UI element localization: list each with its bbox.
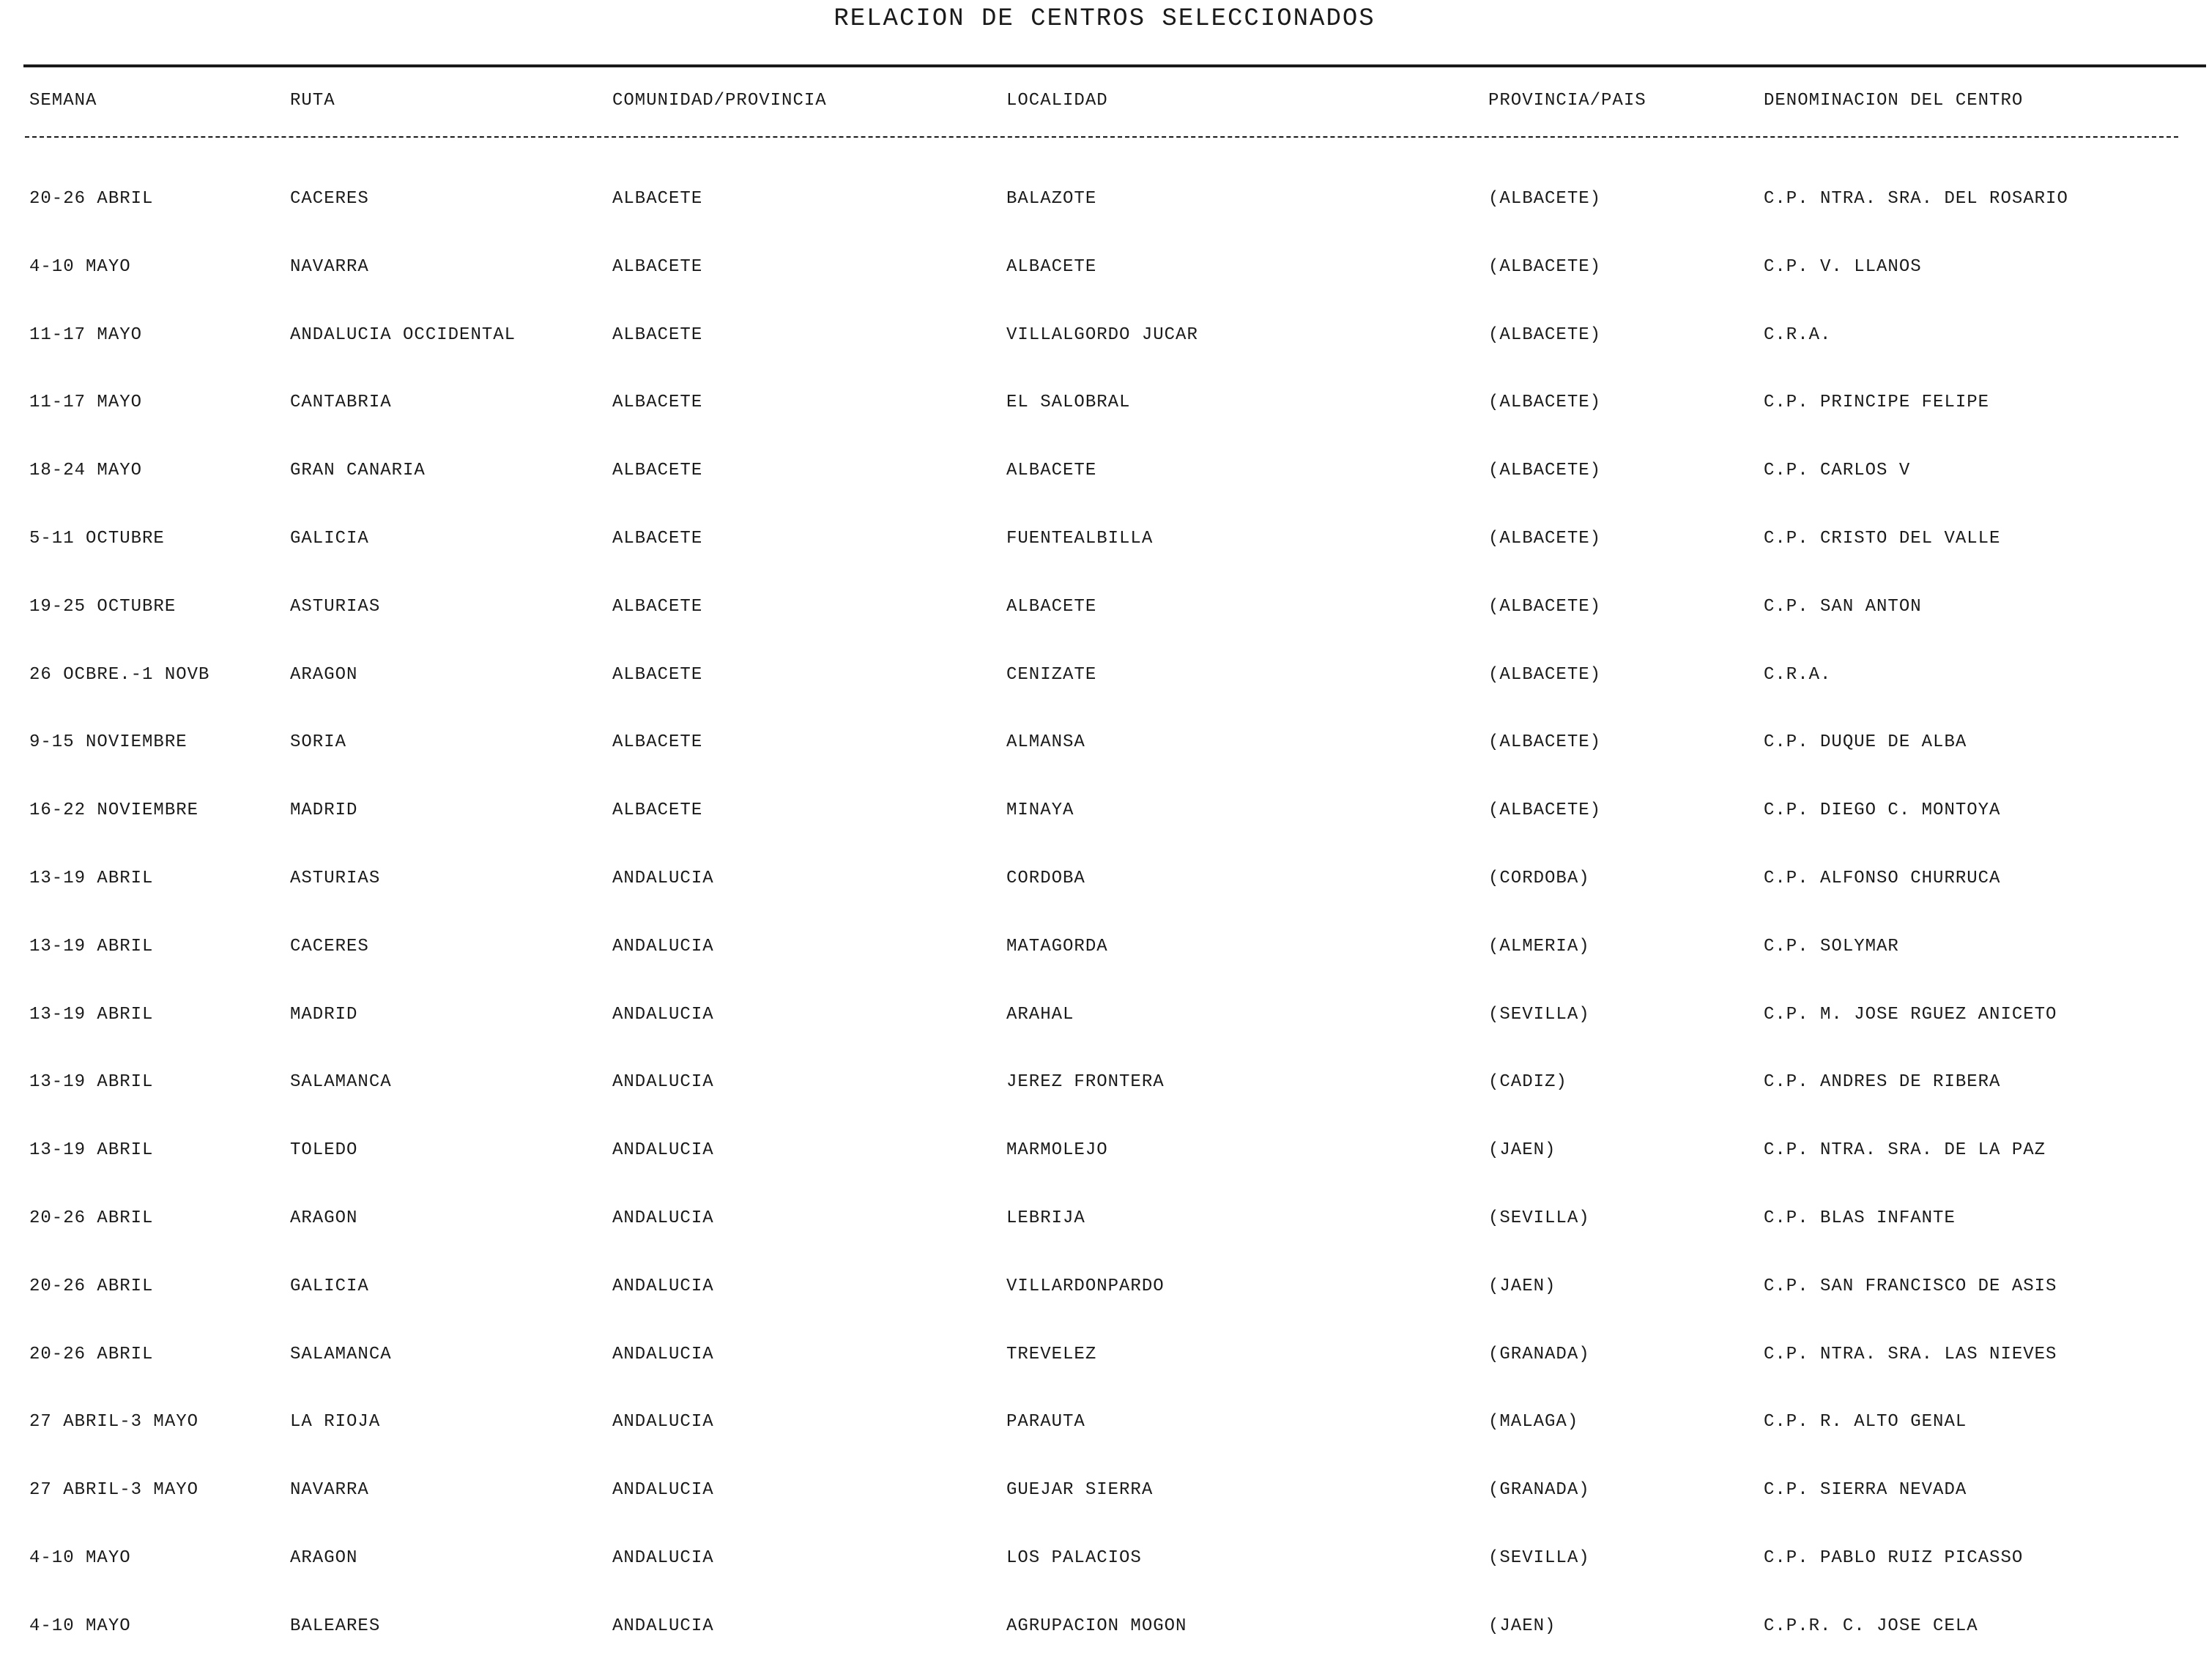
cell-ruta: ARAGON xyxy=(290,1547,358,1568)
cell-provincia-pais: (ALBACETE) xyxy=(1488,256,1602,277)
cell-semana: 27 ABRIL-3 MAYO xyxy=(29,1412,199,1432)
cell-provincia-pais: (ALBACETE) xyxy=(1488,189,1602,209)
cell-ruta: SORIA xyxy=(290,732,347,753)
document-title: RELACION DE CENTROS SELECCIONADOS xyxy=(834,5,1375,33)
cell-localidad: MATAGORDA xyxy=(1006,936,1108,956)
table-row xyxy=(0,524,2209,592)
cell-provincia-pais: (ALBACETE) xyxy=(1488,528,1602,549)
cell-localidad: MARMOLEJO xyxy=(1006,1140,1108,1161)
cell-denominacion-centro: C.P. DUQUE DE ALBA xyxy=(1764,732,1967,753)
cell-denominacion-centro: C.P. SIERRA NEVADA xyxy=(1764,1480,1967,1501)
cell-semana: 5-11 OCTUBRE xyxy=(29,528,165,549)
table-row xyxy=(0,1408,2209,1476)
cell-ruta: NAVARRA xyxy=(290,256,369,277)
cell-semana: 20-26 ABRIL xyxy=(29,1208,154,1228)
cell-comunidad-provincia: ANDALUCIA xyxy=(612,1344,714,1364)
cell-semana: 4-10 MAYO xyxy=(29,1547,131,1568)
cell-ruta: ARAGON xyxy=(290,1208,358,1228)
cell-semana: 4-10 MAYO xyxy=(29,256,131,277)
cell-provincia-pais: (SEVILLA) xyxy=(1488,1547,1590,1568)
cell-ruta: MADRID xyxy=(290,1004,358,1025)
cell-provincia-pais: (SEVILLA) xyxy=(1488,1208,1590,1228)
cell-comunidad-provincia: ALBACETE xyxy=(612,256,703,277)
cell-semana: 26 OCBRE.-1 NOVB xyxy=(29,664,210,685)
cell-denominacion-centro: C.P. NTRA. SRA. LAS NIEVES xyxy=(1764,1344,2057,1364)
cell-denominacion-centro: C.R.A. xyxy=(1764,324,1832,345)
cell-ruta: GRAN CANARIA xyxy=(290,461,426,481)
table-row xyxy=(0,796,2209,864)
cell-denominacion-centro: C.P. DIEGO C. MONTOYA xyxy=(1764,800,2001,821)
cell-semana: 13-19 ABRIL xyxy=(29,1072,154,1093)
cell-provincia-pais: (JAEN) xyxy=(1488,1276,1556,1296)
cell-ruta: ASTURIAS xyxy=(290,868,381,888)
header-dashed-rule xyxy=(25,136,2178,138)
cell-ruta: GALICIA xyxy=(290,1276,369,1296)
table-row xyxy=(0,1476,2209,1544)
column-header-ruta: RUTA xyxy=(290,91,335,111)
cell-localidad: ALMANSA xyxy=(1006,732,1085,753)
cell-provincia-pais: (ALBACETE) xyxy=(1488,800,1602,821)
cell-denominacion-centro: C.R.A. xyxy=(1764,664,1832,685)
cell-comunidad-provincia: ALBACETE xyxy=(612,800,703,821)
cell-localidad: FUENTEALBILLA xyxy=(1006,528,1154,549)
table-row xyxy=(0,253,2209,321)
table-row xyxy=(0,185,2209,253)
cell-provincia-pais: (GRANADA) xyxy=(1488,1344,1590,1364)
column-header-comunidad-provincia: COMUNIDAD/PROVINCIA xyxy=(612,91,827,111)
cell-ruta: SALAMANCA xyxy=(290,1072,392,1093)
cell-semana: 9-15 NOVIEMBRE xyxy=(29,732,188,753)
cell-comunidad-provincia: ANDALUCIA xyxy=(612,1072,714,1093)
cell-denominacion-centro: C.P. SAN ANTON xyxy=(1764,596,1922,617)
cell-localidad: VILLARDONPARDO xyxy=(1006,1276,1165,1296)
cell-localidad: EL SALOBRAL xyxy=(1006,393,1131,413)
table-body xyxy=(0,185,2209,1680)
cell-comunidad-provincia: ALBACETE xyxy=(612,189,703,209)
cell-localidad: AGRUPACION MOGON xyxy=(1006,1616,1187,1636)
cell-ruta: GALICIA xyxy=(290,528,369,549)
cell-ruta: SALAMANCA xyxy=(290,1344,392,1364)
table-row xyxy=(0,321,2209,389)
cell-ruta: ARAGON xyxy=(290,664,358,685)
cell-provincia-pais: (JAEN) xyxy=(1488,1140,1556,1161)
cell-semana: 20-26 ABRIL xyxy=(29,1344,154,1364)
cell-denominacion-centro: C.P. BLAS INFANTE xyxy=(1764,1208,1956,1228)
cell-comunidad-provincia: ALBACETE xyxy=(612,732,703,753)
cell-denominacion-centro: C.P. CARLOS V xyxy=(1764,461,1911,481)
cell-comunidad-provincia: ALBACETE xyxy=(612,324,703,345)
cell-semana: 18-24 MAYO xyxy=(29,461,143,481)
table-row xyxy=(0,932,2209,1000)
cell-comunidad-provincia: ALBACETE xyxy=(612,461,703,481)
cell-semana: 27 ABRIL-3 MAYO xyxy=(29,1480,199,1501)
cell-comunidad-provincia: ANDALUCIA xyxy=(612,1004,714,1025)
cell-ruta: CACERES xyxy=(290,936,369,956)
cell-comunidad-provincia: ALBACETE xyxy=(612,664,703,685)
column-header-semana: SEMANA xyxy=(29,91,97,111)
table-row xyxy=(0,864,2209,932)
cell-ruta: BALEARES xyxy=(290,1616,381,1636)
cell-localidad: ARAHAL xyxy=(1006,1004,1074,1025)
cell-semana: 11-17 MAYO xyxy=(29,324,143,345)
column-header-denominacion-centro: DENOMINACION DEL CENTRO xyxy=(1764,91,2024,111)
cell-localidad: BALAZOTE xyxy=(1006,189,1097,209)
cell-provincia-pais: (ALBACETE) xyxy=(1488,664,1602,685)
cell-provincia-pais: (GRANADA) xyxy=(1488,1480,1590,1501)
cell-ruta: MADRID xyxy=(290,800,358,821)
cell-semana: 20-26 ABRIL xyxy=(29,1276,154,1296)
cell-localidad: VILLALGORDO JUCAR xyxy=(1006,324,1198,345)
cell-localidad: LOS PALACIOS xyxy=(1006,1547,1142,1568)
header-top-rule xyxy=(23,64,2206,67)
cell-ruta: TOLEDO xyxy=(290,1140,358,1161)
cell-comunidad-provincia: ANDALUCIA xyxy=(612,1480,714,1501)
cell-localidad: CENIZATE xyxy=(1006,664,1097,685)
cell-comunidad-provincia: ANDALUCIA xyxy=(612,868,714,888)
cell-localidad: GUEJAR SIERRA xyxy=(1006,1480,1154,1501)
table-row xyxy=(0,1544,2209,1612)
cell-localidad: ALBACETE xyxy=(1006,461,1097,481)
cell-comunidad-provincia: ALBACETE xyxy=(612,528,703,549)
cell-ruta: CANTABRIA xyxy=(290,393,392,413)
cell-comunidad-provincia: ANDALUCIA xyxy=(612,1616,714,1636)
cell-semana: 19-25 OCTUBRE xyxy=(29,596,177,617)
cell-ruta: CACERES xyxy=(290,189,369,209)
cell-comunidad-provincia: ALBACETE xyxy=(612,393,703,413)
cell-denominacion-centro: C.P. V. LLANOS xyxy=(1764,256,1922,277)
column-header-provincia-pais: PROVINCIA/PAIS xyxy=(1488,91,1646,111)
cell-semana: 13-19 ABRIL xyxy=(29,936,154,956)
cell-ruta: ASTURIAS xyxy=(290,596,381,617)
cell-denominacion-centro: C.P. NTRA. SRA. DEL ROSARIO xyxy=(1764,189,2068,209)
cell-localidad: JEREZ FRONTERA xyxy=(1006,1072,1165,1093)
cell-semana: 20-26 ABRIL xyxy=(29,189,154,209)
table-row xyxy=(0,388,2209,456)
table-row xyxy=(0,1000,2209,1068)
table-row xyxy=(0,1272,2209,1340)
cell-localidad: TREVELEZ xyxy=(1006,1344,1097,1364)
cell-provincia-pais: (JAEN) xyxy=(1488,1616,1556,1636)
cell-localidad: ALBACETE xyxy=(1006,596,1097,617)
table-row xyxy=(0,1340,2209,1408)
table-header xyxy=(0,86,2209,116)
cell-provincia-pais: (ALBACETE) xyxy=(1488,596,1602,617)
cell-provincia-pais: (ALBACETE) xyxy=(1488,461,1602,481)
cell-denominacion-centro: C.P. CRISTO DEL VALLE xyxy=(1764,528,2001,549)
cell-localidad: ALBACETE xyxy=(1006,256,1097,277)
cell-comunidad-provincia: ANDALUCIA xyxy=(612,1547,714,1568)
cell-localidad: PARAUTA xyxy=(1006,1412,1085,1432)
table-row xyxy=(0,592,2209,661)
column-header-localidad: LOCALIDAD xyxy=(1006,91,1108,111)
cell-semana: 13-19 ABRIL xyxy=(29,868,154,888)
cell-denominacion-centro: C.P. R. ALTO GENAL xyxy=(1764,1412,1967,1432)
cell-localidad: MINAYA xyxy=(1006,800,1074,821)
cell-semana: 4-10 MAYO xyxy=(29,1616,131,1636)
cell-denominacion-centro: C.P. ANDRES DE RIBERA xyxy=(1764,1072,2001,1093)
cell-denominacion-centro: C.P. M. JOSE RGUEZ ANICETO xyxy=(1764,1004,2057,1025)
cell-semana: 13-19 ABRIL xyxy=(29,1004,154,1025)
table-row xyxy=(0,456,2209,524)
cell-comunidad-provincia: ANDALUCIA xyxy=(612,936,714,956)
cell-semana: 16-22 NOVIEMBRE xyxy=(29,800,199,821)
cell-provincia-pais: (SEVILLA) xyxy=(1488,1004,1590,1025)
table-row xyxy=(0,1612,2209,1680)
cell-comunidad-provincia: ANDALUCIA xyxy=(612,1140,714,1161)
table-row xyxy=(0,1136,2209,1204)
cell-ruta: NAVARRA xyxy=(290,1480,369,1501)
cell-comunidad-provincia: ANDALUCIA xyxy=(612,1208,714,1228)
cell-provincia-pais: (ALBACETE) xyxy=(1488,393,1602,413)
cell-comunidad-provincia: ALBACETE xyxy=(612,596,703,617)
cell-provincia-pais: (ALBACETE) xyxy=(1488,732,1602,753)
cell-provincia-pais: (ALBACETE) xyxy=(1488,324,1602,345)
cell-denominacion-centro: C.P. NTRA. SRA. DE LA PAZ xyxy=(1764,1140,2046,1161)
cell-provincia-pais: (CADIZ) xyxy=(1488,1072,1567,1093)
cell-ruta: ANDALUCIA OCCIDENTAL xyxy=(290,324,516,345)
cell-provincia-pais: (MALAGA) xyxy=(1488,1412,1579,1432)
table-row xyxy=(0,728,2209,796)
cell-comunidad-provincia: ANDALUCIA xyxy=(612,1276,714,1296)
cell-denominacion-centro: C.P. SOLYMAR xyxy=(1764,936,1899,956)
cell-denominacion-centro: C.P.R. C. JOSE CELA xyxy=(1764,1616,1978,1636)
cell-denominacion-centro: C.P. PRINCIPE FELIPE xyxy=(1764,393,1990,413)
cell-semana: 11-17 MAYO xyxy=(29,393,143,413)
cell-provincia-pais: (CORDOBA) xyxy=(1488,868,1590,888)
table-row xyxy=(0,661,2209,729)
table-row xyxy=(0,1068,2209,1136)
cell-denominacion-centro: C.P. PABLO RUIZ PICASSO xyxy=(1764,1547,2024,1568)
cell-localidad: LEBRIJA xyxy=(1006,1208,1085,1228)
cell-provincia-pais: (ALMERIA) xyxy=(1488,936,1590,956)
cell-denominacion-centro: C.P. ALFONSO CHURRUCA xyxy=(1764,868,2001,888)
cell-comunidad-provincia: ANDALUCIA xyxy=(612,1412,714,1432)
cell-denominacion-centro: C.P. SAN FRANCISCO DE ASIS xyxy=(1764,1276,2057,1296)
cell-localidad: CORDOBA xyxy=(1006,868,1085,888)
table-row xyxy=(0,1204,2209,1272)
cell-ruta: LA RIOJA xyxy=(290,1412,381,1432)
cell-semana: 13-19 ABRIL xyxy=(29,1140,154,1161)
